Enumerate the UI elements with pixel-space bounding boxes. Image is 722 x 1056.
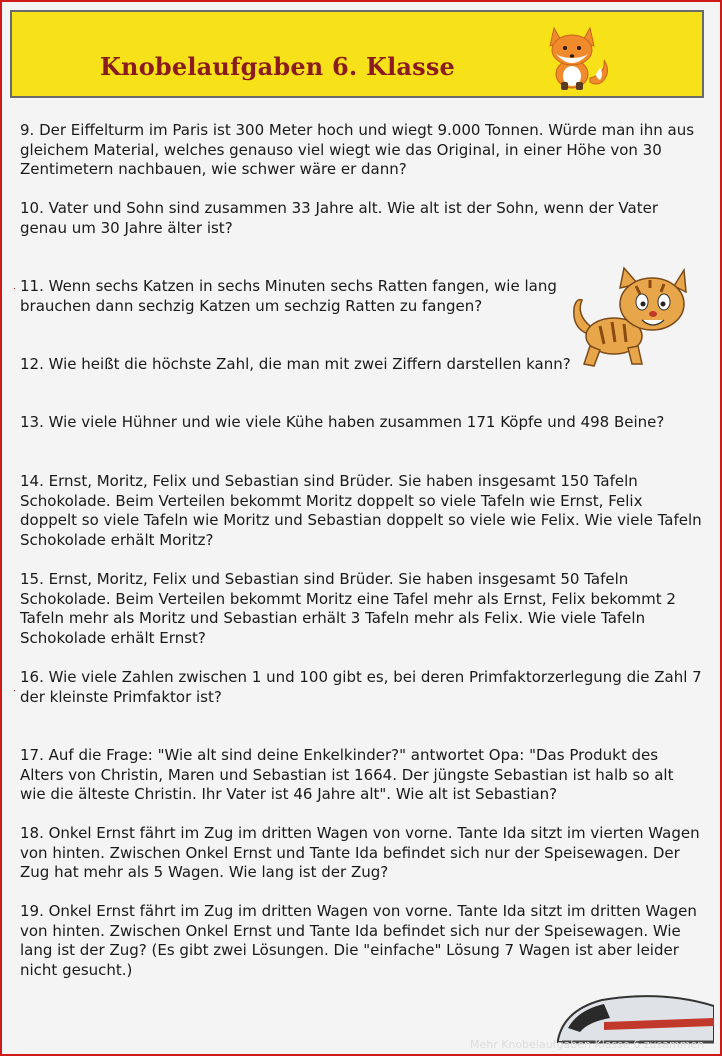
question-10: 10. Vater und Sohn sind zusammen 33 Jahre alt. Wie alt ist der Sohn, wenn der Vater genau um 30 Jahre älter ist? <box>20 199 658 237</box>
page-dot <box>14 690 15 691</box>
question-13: 13. Wie viele Hühner und wie viele Kühe haben zusammen 171 Köpfe und 498 Beine? <box>20 413 665 431</box>
watermark-text: Mehr Knobelaufgaben Klasse 6 zusammen <box>470 1038 705 1051</box>
fox-illustration <box>534 20 612 92</box>
question-14: 14. Ernst, Moritz, Felix und Sebastian sind Brüder. Sie haben insgesamt 150 Tafeln Schokolade. Beim Verteilen bekommt Moritz doppelt so viele Tafeln wie Ernst, Felix doppelt so viele Tafeln wie Moritz und Sebastian doppelt so viele wie Felix. Wie viele Tafeln Schokolade erhält Moritz? <box>20 472 702 549</box>
question-16: 16. Wie viele Zahlen zwischen 1 und 100 gibt es, bei deren Primfaktorzerlegung die Zahl 7 der kleinste Primfaktor ist? <box>20 668 702 706</box>
cat-illustration <box>570 264 692 370</box>
question-9: 9. Der Eiffelturm im Paris ist 300 Meter hoch und wiegt 9.000 Tonnen. Würde man ihn aus gleichem Material, welches genauso viel wiegt wie das Original, in einer Höhe von 30 Zentimetern nachbauen, wie schwer wäre er dann? <box>20 121 695 178</box>
question-17: 17. Auf die Frage: "Wie alt sind deine Enkelkinder?" antwortet Opa: "Das Produkt des Alters von Christin, Maren und Sebastian ist 1664. Der jüngste Sebastian ist halb so alt wie die älteste Christin. Ihr Vater ist 46 Jahre alt". Wie alt ist Sebastian? <box>20 746 674 803</box>
page-dot <box>14 288 15 289</box>
question-list <box>20 121 702 980</box>
question-11: 11. Wenn sechs Katzen in sechs Minuten sechs Ratten fangen, wie lang brauchen dann sechzig Katzen um sechzig Ratten zu fangen? <box>20 277 557 315</box>
question-15: 15. Ernst, Moritz, Felix und Sebastian sind Brüder. Sie haben insgesamt 50 Tafeln Schokolade. Beim Verteilen bekommt Moritz eine Tafel mehr als Ernst, Felix bekommt 2 Tafeln mehr als Moritz und Sebastian erhält 3 Tafeln mehr als Felix. Wie viele Tafeln Schokolade erhält Ernst? <box>20 570 676 647</box>
question-12: 12. Wie heißt die höchste Zahl, die man mit zwei Ziffern darstellen kann? <box>20 355 571 373</box>
title-banner <box>10 10 704 98</box>
question-18: 18. Onkel Ernst fährt im Zug im dritten Wagen von vorne. Tante Ida sitzt im vierten Wagen von hinten. Zwischen Onkel Ernst und Tante Ida befindet sich nur der Speisewagen. Der Zug hat mehr als 5 Wagen. Wie lang ist der Zug? <box>20 824 700 881</box>
page-title: Knobelaufgaben 6. Klasse <box>100 52 456 81</box>
question-19: 19. Onkel Ernst fährt im Zug im dritten Wagen von vorne. Tante Ida sitzt im dritten Wagen von hinten. Zwischen Onkel Ernst und Tante Ida befindet sich nur der Speisewagen. Wie lang ist der Zug? (Es gibt zwei Lösungen. Die "einfache" Lösung 7 Wagen ist aber leider nicht gesucht.) <box>20 902 697 979</box>
